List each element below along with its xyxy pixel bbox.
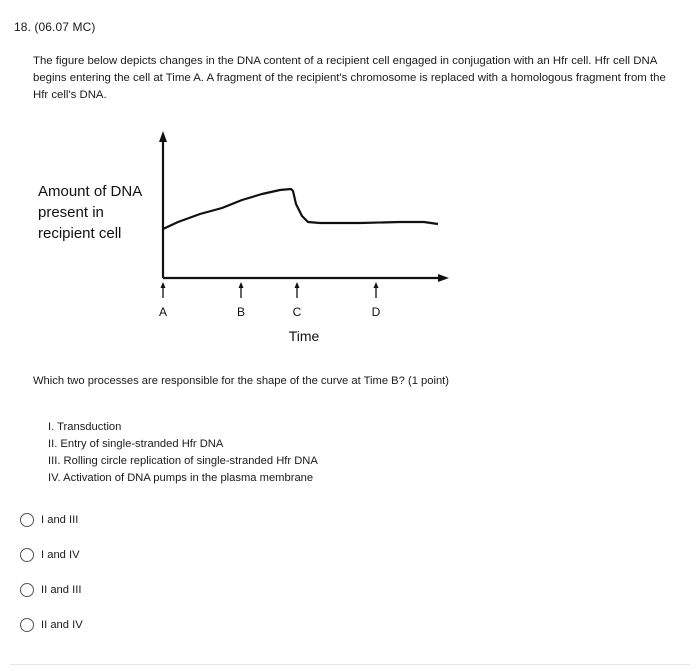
answer-option-label: I and III bbox=[41, 514, 79, 526]
dna-amount-curve bbox=[163, 189, 438, 229]
x-axis-label: Time bbox=[288, 328, 320, 344]
question-prompt: The figure below depicts changes in the DNA content of a recipient cell engaged in conjugation with an Hfr cell. Hfr cell DNA begins entering the cell at Time A. A fragment of the recipient's chromosome is replaced with a homologous fragment from the Hfr cell's DNA. bbox=[33, 55, 666, 101]
answer-option-2[interactable] bbox=[20, 548, 80, 562]
marker-d-label: D bbox=[371, 305, 381, 319]
answer-option-3[interactable] bbox=[20, 583, 81, 597]
statement-item: II. Entry of single-stranded Hfr DNA bbox=[48, 438, 224, 450]
y-axis-arrowhead bbox=[159, 131, 167, 142]
answer-option-label: I and IV bbox=[41, 549, 80, 561]
question-number: 18. (06.07 MC) bbox=[14, 20, 96, 34]
x-axis-arrowhead bbox=[438, 274, 449, 282]
y-axis-label-line-2: present in bbox=[38, 204, 104, 221]
answer-option-4[interactable] bbox=[20, 618, 83, 632]
marker-b-label: B bbox=[236, 305, 246, 319]
marker-b-arrow bbox=[239, 282, 244, 298]
bottom-divider bbox=[10, 664, 690, 665]
radio-circle-icon[interactable] bbox=[20, 583, 34, 597]
statement-item: I. Transduction bbox=[48, 421, 122, 433]
answer-option-1[interactable] bbox=[20, 513, 78, 527]
statement-item: IV. Activation of DNA pumps in the plasma membrane bbox=[48, 472, 314, 484]
marker-c-label: C bbox=[292, 305, 302, 319]
y-axis-label-line-1: Amount of DNA bbox=[38, 183, 143, 200]
answer-option-label: II and IV bbox=[41, 619, 83, 631]
radio-circle-icon[interactable] bbox=[20, 548, 34, 562]
statement-item: III. Rolling circle replication of single-stranded Hfr DNA bbox=[48, 455, 318, 467]
marker-c-arrow bbox=[295, 282, 300, 298]
marker-a-arrow bbox=[161, 282, 166, 298]
marker-d-arrow bbox=[374, 282, 379, 298]
radio-circle-icon[interactable] bbox=[20, 513, 34, 527]
question-text: Which two processes are responsible for the shape of the curve at Time B? (1 point) bbox=[33, 375, 450, 387]
marker-a-label: A bbox=[158, 305, 168, 319]
answer-option-label: II and III bbox=[41, 584, 82, 596]
radio-circle-icon[interactable] bbox=[20, 618, 34, 632]
statement-list bbox=[48, 419, 318, 487]
y-axis-label-line-3: recipient cell bbox=[38, 225, 122, 242]
